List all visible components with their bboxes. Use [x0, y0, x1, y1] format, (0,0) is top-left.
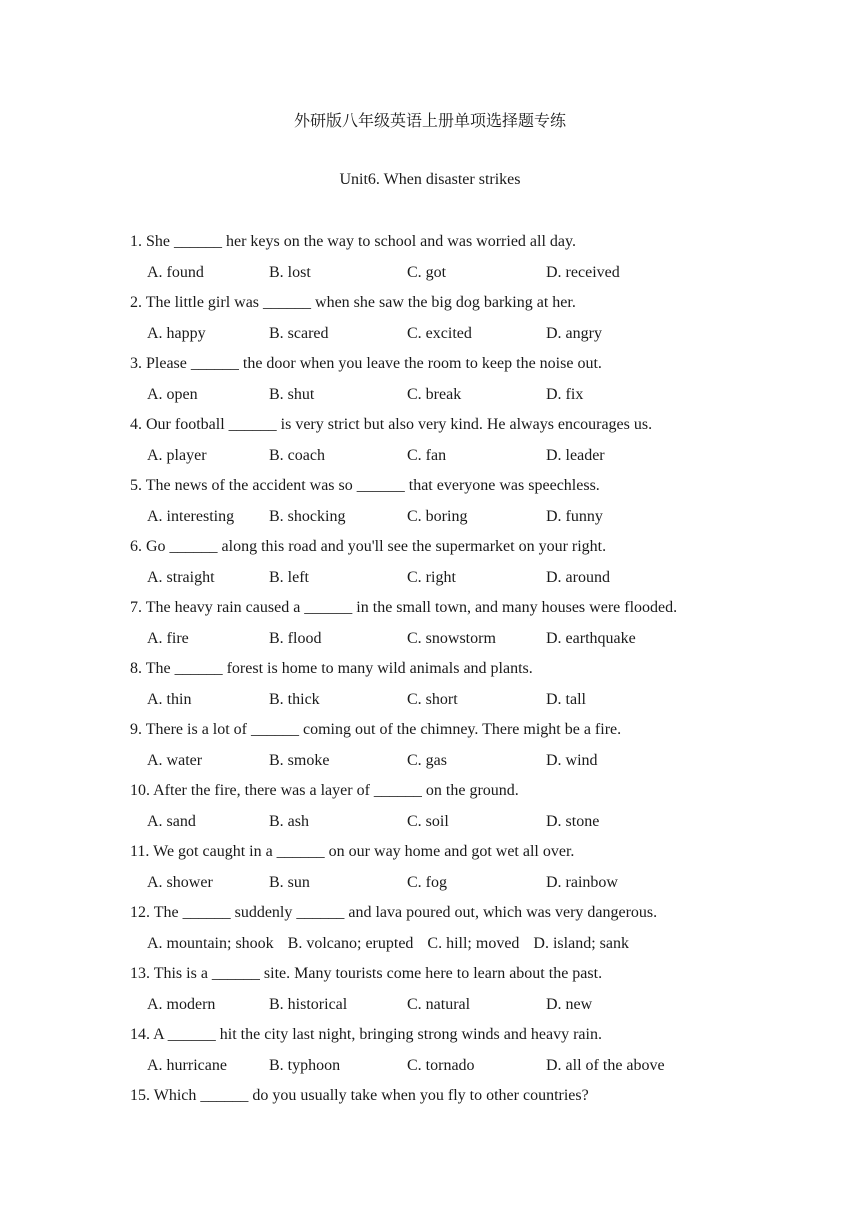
- question-stem: 3. Please ______ the door when you leave the room to keep the noise out.: [130, 355, 602, 372]
- question-item: [130, 1084, 770, 1115]
- option-c: C. excited: [407, 324, 472, 342]
- option-b: B. lost: [269, 263, 311, 281]
- option-b: B. shut: [269, 385, 315, 403]
- option-d: D. island; sank: [533, 934, 629, 952]
- question-item: [130, 901, 770, 962]
- option-c: C. hill; moved: [427, 934, 520, 952]
- option-b: B. volcano; erupted: [287, 934, 414, 952]
- question-stem: 15. Which ______ do you usually take when you fly to other countries?: [130, 1087, 589, 1104]
- option-a: A. water: [147, 751, 203, 769]
- question-item: [130, 535, 770, 596]
- option-b: B. flood: [269, 629, 322, 647]
- question-item: [130, 718, 770, 779]
- option-d: D. fix: [546, 385, 584, 403]
- option-row: [130, 505, 770, 536]
- option-d: D. around: [546, 568, 610, 586]
- question-list: [130, 230, 770, 1115]
- option-a: A. straight: [147, 568, 215, 586]
- option-row: [130, 688, 770, 719]
- option-d: D. new: [546, 995, 593, 1013]
- option-d: D. rainbow: [546, 873, 618, 891]
- option-b: B. left: [269, 568, 309, 586]
- option-d: D. wind: [546, 751, 598, 769]
- option-row: [130, 566, 770, 597]
- option-b: B. scared: [269, 324, 329, 342]
- option-c: C. boring: [407, 507, 468, 525]
- option-row: [130, 810, 770, 841]
- option-c: C. fan: [407, 446, 447, 464]
- option-row: [130, 444, 770, 475]
- option-row: [130, 261, 770, 292]
- question-item: [130, 474, 770, 535]
- question-item: [130, 413, 770, 474]
- question-stem: 14. A ______ hit the city last night, bringing strong winds and heavy rain.: [130, 1026, 602, 1043]
- option-b: B. coach: [269, 446, 325, 464]
- option-c: C. got: [407, 263, 447, 281]
- question-item: [130, 1023, 770, 1084]
- question-stem: 11. We got caught in a ______ on our way home and got wet all over.: [130, 843, 575, 860]
- question-stem: 5. The news of the accident was so ______ that everyone was speechless.: [130, 477, 600, 494]
- question-item: [130, 596, 770, 657]
- option-a: A. happy: [147, 324, 206, 342]
- document-title: 外研版八年级英语上册单项选择题专练: [293, 113, 566, 130]
- question-stem: 9. There is a lot of ______ coming out of the chimney. There might be a fire.: [130, 721, 622, 738]
- option-c: C. break: [407, 385, 462, 403]
- option-c: C. fog: [407, 873, 447, 891]
- option-b: B. historical: [269, 995, 348, 1013]
- option-row: [130, 322, 770, 353]
- option-d: D. angry: [546, 324, 602, 342]
- option-row: [130, 1054, 770, 1085]
- option-b: B. smoke: [269, 751, 330, 769]
- option-b: B. typhoon: [269, 1056, 341, 1074]
- question-stem: 1. She ______ her keys on the way to school and was worried all day.: [130, 233, 576, 250]
- option-a: A. fire: [147, 629, 189, 647]
- option-c: C. right: [407, 568, 456, 586]
- option-c: C. gas: [407, 751, 447, 769]
- question-item: [130, 779, 770, 840]
- option-a: A. thin: [147, 690, 192, 708]
- option-c: C. tornado: [407, 1056, 475, 1074]
- option-a: A. sand: [147, 812, 196, 830]
- question-item: [130, 230, 770, 291]
- option-row: [130, 749, 770, 780]
- question-item: [130, 840, 770, 901]
- question-stem: 6. Go ______ along this road and you'll see the supermarket on your right.: [130, 538, 607, 555]
- option-b: B. thick: [269, 690, 320, 708]
- question-item: [130, 352, 770, 413]
- option-row: [130, 383, 770, 414]
- question-stem: 12. The ______ suddenly ______ and lava poured out, which was very dangerous.: [130, 904, 658, 921]
- option-row: [130, 993, 770, 1024]
- option-a: A. interesting: [147, 507, 235, 525]
- unit-subtitle: Unit6. When disaster strikes: [339, 171, 521, 188]
- option-d: D. received: [546, 263, 620, 281]
- question-stem: 7. The heavy rain caused a ______ in the small town, and many houses were flooded.: [130, 599, 678, 616]
- option-d: D. funny: [546, 507, 603, 525]
- option-row: [130, 627, 770, 658]
- option-c: C. soil: [407, 812, 449, 830]
- option-row: [130, 871, 770, 902]
- question-item: [130, 291, 770, 352]
- question-stem: 13. This is a ______ site. Many tourists come here to learn about the past.: [130, 965, 603, 982]
- option-c: C. natural: [407, 995, 471, 1013]
- option-b: B. shocking: [269, 507, 346, 525]
- option-d: D. tall: [546, 690, 586, 708]
- question-stem: 10. After the fire, there was a layer of ______ on the ground.: [130, 782, 519, 799]
- option-a: A. mountain; shook: [147, 934, 274, 952]
- option-row: [130, 932, 770, 963]
- option-d: D. leader: [546, 446, 605, 464]
- question-stem: 2. The little girl was ______ when she saw the big dog barking at her.: [130, 294, 576, 311]
- option-c: C. short: [407, 690, 458, 708]
- option-a: A. open: [147, 385, 198, 403]
- option-d: D. stone: [546, 812, 600, 830]
- option-c: C. snowstorm: [407, 629, 496, 647]
- option-b: B. ash: [269, 812, 309, 830]
- option-a: A. found: [147, 263, 204, 281]
- option-a: A. modern: [147, 995, 216, 1013]
- option-d: D. earthquake: [546, 629, 636, 647]
- option-a: A. shower: [147, 873, 213, 891]
- option-a: A. hurricane: [147, 1056, 227, 1074]
- question-item: [130, 962, 770, 1023]
- option-a: A. player: [147, 446, 207, 464]
- question-stem: 4. Our football ______ is very strict but also very kind. He always encourages us.: [130, 416, 653, 433]
- option-d: D. all of the above: [546, 1056, 665, 1074]
- option-b: B. sun: [269, 873, 310, 891]
- question-item: [130, 657, 770, 718]
- question-stem: 8. The ______ forest is home to many wild animals and plants.: [130, 660, 533, 677]
